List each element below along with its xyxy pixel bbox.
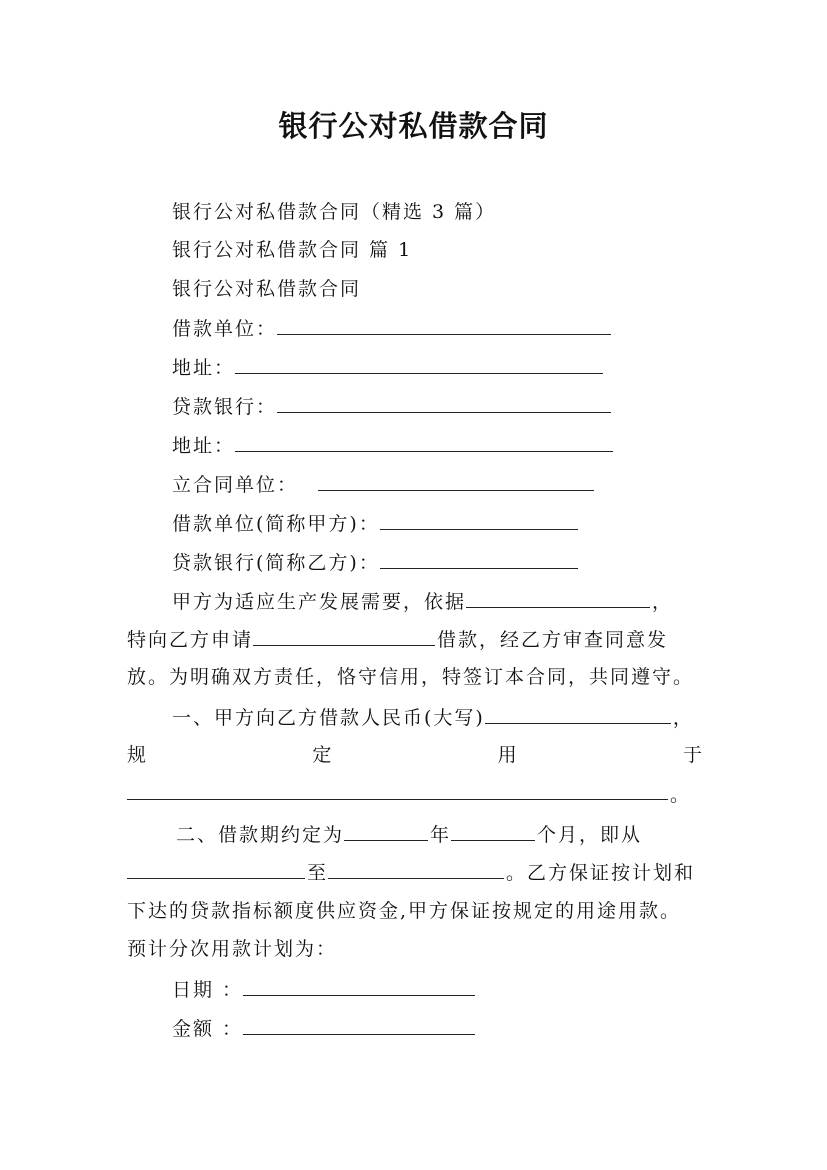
intro-doc-title: 银行公对私借款合同 [172,278,362,300]
clause2-line1 [176,822,642,847]
field-borrower-label: 借款单位： [172,318,278,340]
clause1-spread-char: 定 [312,744,332,766]
field-address1 [172,355,605,380]
plan-date-blank[interactable] [243,977,475,996]
field-lender [172,394,613,419]
field-borrower [172,316,613,341]
clause2-year-label: 年 [430,824,452,846]
intro-selected: 银行公对私借款合同（精选 3 篇） [172,201,497,223]
clause2-text: 二、借款期约定为 [176,824,345,846]
clause2-to-blank[interactable] [328,860,504,879]
field-borrower-short [172,511,580,536]
clause1-purpose-blank[interactable] [127,799,668,800]
field-borrower-blank[interactable] [277,316,611,335]
para1-line1-end: ， [652,591,674,613]
field-lender-label: 贷款银行： [172,396,278,418]
para1-line1 [172,589,673,614]
clause1-spread-char: 规 [127,744,147,766]
para1-line2-end: 借款，经乙方审查同意发 [437,629,669,651]
clause1-comma: ， [672,707,694,729]
clause1-end: 。 [670,784,692,806]
field-address2 [172,433,615,458]
para1-line1-text: 甲方为适应生产发展需要，依据 [172,591,467,613]
clause1-spread-line [127,743,702,767]
clause2-line3: 下达的贷款指标额度供应资金,甲方保证按规定的用途用款。 [127,900,682,922]
field-lender-short-label: 贷款银行(简称乙方)： [172,552,380,574]
page-title: 银行公对私借款合同 [278,109,549,143]
plan-amount-blank[interactable] [243,1016,475,1035]
para1-loan-blank[interactable] [253,627,435,646]
para1-basis-blank[interactable] [466,589,650,608]
clause1-line1 [172,705,694,730]
plan-date [172,977,477,1002]
field-address2-blank[interactable] [235,433,613,452]
para1-line2 [127,627,668,652]
clause2-month-label: 个月，即从 [537,824,643,846]
plan-amount [172,1016,477,1041]
clause2-line2-text: 。乙方保证按计划和 [506,862,696,884]
clause2-from-blank[interactable] [127,860,305,879]
plan-date-label: 日期 ： [172,979,244,1001]
field-address2-label: 地址： [172,435,236,457]
field-lender-short-blank[interactable] [380,550,578,569]
field-contract-party-blank[interactable] [318,472,594,491]
intro-part1: 银行公对私借款合同 篇 1 [172,239,413,261]
clause1-spread-char: 于 [682,744,702,766]
field-borrower-short-label: 借款单位(简称甲方)： [172,513,380,535]
field-address1-blank[interactable] [235,355,603,374]
field-borrower-short-blank[interactable] [380,511,578,530]
field-contract-party-label: 立合同单位： [172,474,299,496]
clause2-to-label: 至 [307,862,329,884]
clause2-years-blank[interactable] [344,822,428,841]
clause1-spread-char: 用 [497,744,517,766]
field-lender-blank[interactable] [277,394,611,413]
field-contract-party [172,472,596,497]
clause2-line4: 预计分次用款计划为： [127,938,338,960]
field-address1-label: 地址： [172,357,236,379]
para1-line2-text: 特向乙方申请 [127,629,254,651]
clause2-line2 [127,860,695,885]
para1-line3: 放。为明确双方责任，恪守信用，特签订本合同，共同遵守。 [127,666,695,688]
clause1-amount-blank[interactable] [485,705,671,724]
plan-amount-label: 金额 ： [172,1018,244,1040]
clause1-text: 一、甲方向乙方借款人民币(大写) [172,707,485,729]
field-lender-short [172,550,580,575]
clause2-months-blank[interactable] [451,822,535,841]
